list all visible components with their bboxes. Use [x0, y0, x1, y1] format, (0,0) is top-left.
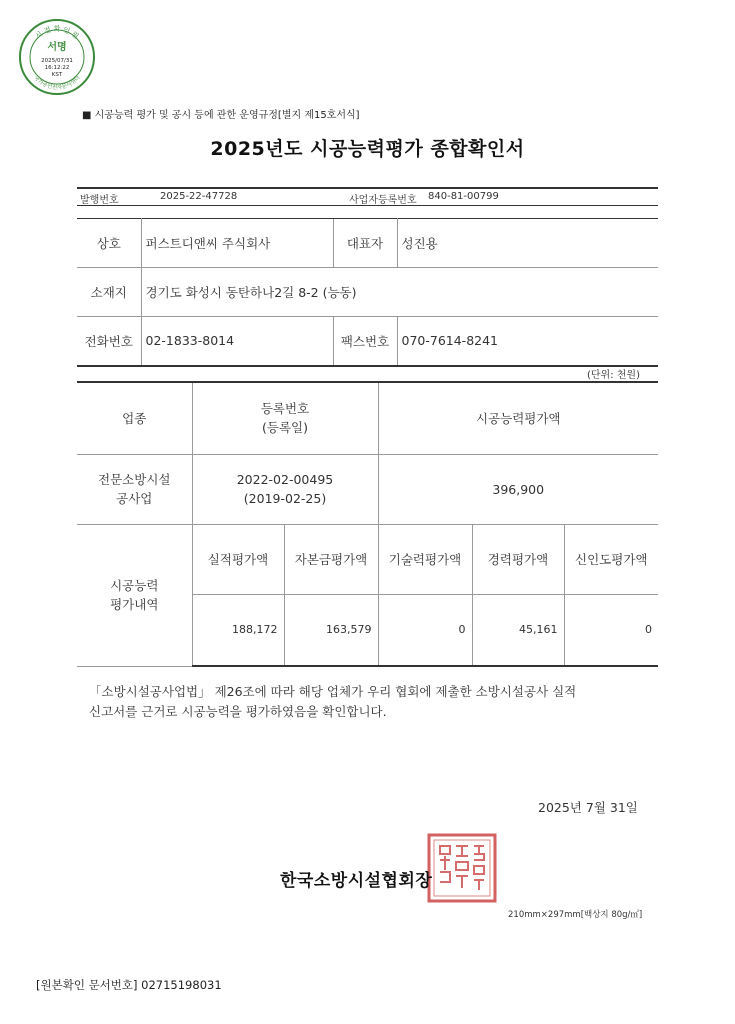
seal-date: 2025/07/31 — [41, 58, 73, 64]
timestamp-seal — [18, 18, 96, 96]
detail-header: 신인도평가액 — [564, 524, 658, 594]
industry — [77, 454, 192, 524]
tel: 02-1833-8014 — [141, 317, 333, 366]
detail-header: 기술력평가액 — [378, 524, 472, 594]
registration-no: 2022-02-00495 — [236, 472, 334, 487]
seal-bottom-text: 국가공인전자문서센터 — [32, 74, 82, 92]
issuer-name: 한국소방시설협회장 — [280, 871, 433, 891]
header-registration — [192, 382, 378, 454]
seal-label: 서명 — [47, 42, 67, 53]
industry-line2: 공사업 — [116, 491, 153, 506]
header-bottom-rule — [77, 205, 658, 206]
detail-value: 45,161 — [472, 594, 564, 666]
registration — [192, 454, 378, 524]
form-note: ■ 시공능력 평가 및 공시 등에 관한 운영규정[별지 제15호서식] — [82, 110, 360, 121]
evaluation-amount: 396,900 — [378, 454, 658, 524]
company-info-table — [77, 218, 658, 367]
fax-label: 팩스번호 — [333, 317, 397, 366]
detail-value: 188,172 — [192, 594, 284, 666]
seal-tz: KST — [51, 72, 63, 78]
detail-value: 0 — [564, 594, 658, 666]
table-row — [77, 454, 658, 524]
confirmation-statement — [89, 682, 669, 722]
document-title: 2025년도 시공능력평가 종합확인서 — [210, 138, 525, 160]
biz-reg-no: 840-81-00799 — [428, 191, 499, 202]
header-reg-line1: 등록번호 — [260, 401, 310, 417]
company-name: 퍼스트디앤씨 주식회사 — [141, 219, 333, 268]
detail-value: 0 — [378, 594, 472, 666]
header-industry: 업종 — [77, 382, 192, 454]
address-label: 소재지 — [77, 268, 141, 317]
table-row — [77, 382, 658, 454]
official-seal — [426, 832, 498, 904]
statement-line2: 신고서를 근거로 시공능력을 평가하였음을 확인합니다. — [89, 704, 387, 719]
fax: 070-7614-8241 — [397, 317, 658, 366]
registration-date: (2019-02-25) — [243, 491, 327, 506]
detail-value: 163,579 — [284, 594, 378, 666]
issue-no: 2025-22-47728 — [160, 191, 238, 202]
header-amount: 시공능력평가액 — [378, 382, 658, 454]
issue-no-label: 발행번호 — [80, 195, 119, 206]
unit-note: (단위: 천원) — [587, 370, 640, 381]
industry-line1: 전문소방시설 — [98, 472, 171, 487]
svg-text:시 점 확 인 필 — [34, 24, 81, 41]
table-row — [77, 219, 658, 268]
representative: 성진용 — [397, 219, 658, 268]
evaluation-table — [77, 381, 658, 667]
table-row — [77, 317, 658, 366]
original-doc-number: [원본확인 문서번호] 02715198031 — [36, 978, 222, 992]
detail-label-line2: 평가내역 — [110, 597, 159, 612]
detail-header: 실적평가액 — [192, 524, 284, 594]
header-top-rule — [77, 187, 658, 189]
tel-label: 전화번호 — [77, 317, 141, 366]
company-name-label: 상호 — [77, 219, 141, 268]
issue-date: 2025년 7월 31일 — [538, 800, 638, 815]
detail-header: 자본금평가액 — [284, 524, 378, 594]
representative-label: 대표자 — [333, 219, 397, 268]
address: 경기도 화성시 동탄하나2길 8-2 (능동) — [141, 268, 658, 317]
paper-spec: 210mm×297mm[백상지 80g/㎡] — [508, 910, 643, 920]
seal-arc-text: 시 점 확 인 필 — [33, 25, 81, 41]
header-reg-line2: (등록일) — [262, 420, 308, 436]
detail-label-line1: 시공능력 — [110, 578, 159, 593]
table-row — [77, 268, 658, 317]
table-row — [77, 524, 658, 594]
detail-label — [77, 524, 192, 666]
statement-line1: 「소방시설공사업법」 제26조에 따라 해당 업체가 우리 협회에 제출한 소방시설공사 실적 — [89, 684, 577, 699]
seal-time: 16:12:22 — [44, 65, 70, 71]
detail-header: 경력평가액 — [472, 524, 564, 594]
biz-reg-label: 사업자등록번호 — [349, 195, 417, 206]
